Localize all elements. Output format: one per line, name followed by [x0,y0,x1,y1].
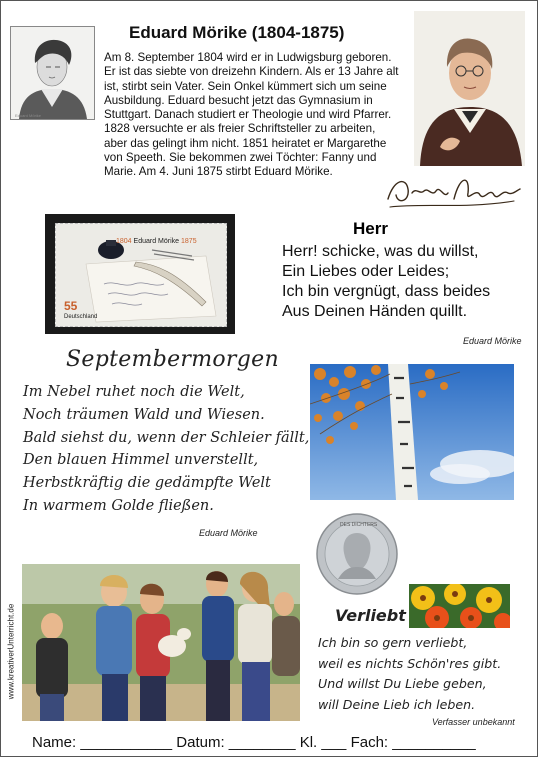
birch-tree-photo [310,364,514,500]
poem-line: Und willst Du Liebe geben, [318,676,487,691]
student-info-line: Name: ___________ Datum: ________ Kl. ___ Fach: __________ [32,734,476,751]
poem-herr-author: Eduard Mörike [463,336,522,346]
stamp-name: Eduard Mörike [133,238,180,245]
poem-line: In warmem Golde fließen. [23,497,214,514]
children-hiking-drawing [22,564,300,721]
website-credit: www.kreativerUnterricht.de [6,603,16,700]
page-title: Eduard Mörike (1804-1875) [129,23,345,42]
portrait-painting-drawing [414,11,525,166]
bio-line: 1828 versuchte er als freier Schriftsteller zu arbeiten, [104,122,376,136]
stamp-face [55,223,227,327]
signature-drawing [384,169,524,215]
bio-line: Er ist das siebte von dreizehn Kindern. Als er 13 Jahre alt [104,65,399,79]
poem-herr-text [282,242,490,322]
bio-line: aber das gelingt ihm nicht. 1851 heiratet er Margarethe [104,136,387,150]
portrait-painting [414,11,525,166]
stamp-country: Deutschland [64,314,98,320]
children-hiking-photo [22,564,300,721]
poem-line: Noch träumen Wald und Wiesen. [23,406,265,423]
bio-line: Stuttgart. Danach studiert er Theologie und wird Pfarrer. [104,108,392,122]
bio-line: von Speeth. Sie bekommen zwei Töchter: Fanny und [104,151,377,165]
poem-line: Ich bin so gern verliebt, [318,635,468,650]
stamp-header [116,238,197,245]
poem-line: Herr! schicke, was du willst, [282,243,479,260]
stamp-year-birth: 1804 [116,238,132,245]
poem-line: Ich bin vergnügt, dass beides [282,283,491,300]
bio-line: Am 8. September 1804 wird er in Ludwigsburg geboren. [104,51,392,64]
flowers-drawing [409,584,510,628]
poem-verliebt-text [318,633,501,715]
portrait-caption: Eduard Mörike [15,113,42,118]
poem-line: weil es nichts Schön'res gibt. [318,655,502,671]
portrait-engraving [10,26,95,120]
poem-line: Den blauen Himmel unverstellt, [23,452,259,469]
bio-line: ist, stirbt sein Vater. Sein Onkel kümmert sich um seine [104,79,387,93]
postage-stamp [45,214,235,334]
poem-line: Ein Liebes oder Leides; [282,263,450,280]
flowers-photo [409,584,510,628]
poem-line: Bald siehst du, wenn der Schleier fällt, [23,429,310,446]
poem-line: Aus Deinen Händen quillt. [282,303,468,320]
stamp-year-death: 1875 [181,238,197,245]
birch-tree-drawing [310,364,514,500]
poem-line: Herbstkräftig die gedämpfte Welt [23,475,271,492]
portrait-engraving-drawing [11,27,94,119]
bio-line: Marie. Am 4. Juni 1875 stirbt Eduard Mörike. [104,165,333,179]
poem-herr-title: Herr [353,219,388,238]
poem-september-title: Septembermorgen [66,347,279,372]
stamp-value: 55 [64,299,78,313]
coin-inscription: DES DICHTERS [340,522,378,528]
poem-september-text [23,381,309,518]
poem-verliebt-title: Verliebt [335,606,406,625]
poem-line: Im Nebel ruhet noch die Welt, [23,384,245,400]
bio-line: Ausbildung. Eduard besucht jetzt das Gymnasium in [104,93,373,107]
poem-september-author: Eduard Mörike [199,528,258,538]
commemorative-coin [316,513,398,595]
signature [384,169,524,215]
poem-line: will Deine Lieb ich leben. [318,696,476,712]
poem-verliebt-author: Verfasser unbekannt [432,717,515,727]
biography-text [104,51,409,180]
